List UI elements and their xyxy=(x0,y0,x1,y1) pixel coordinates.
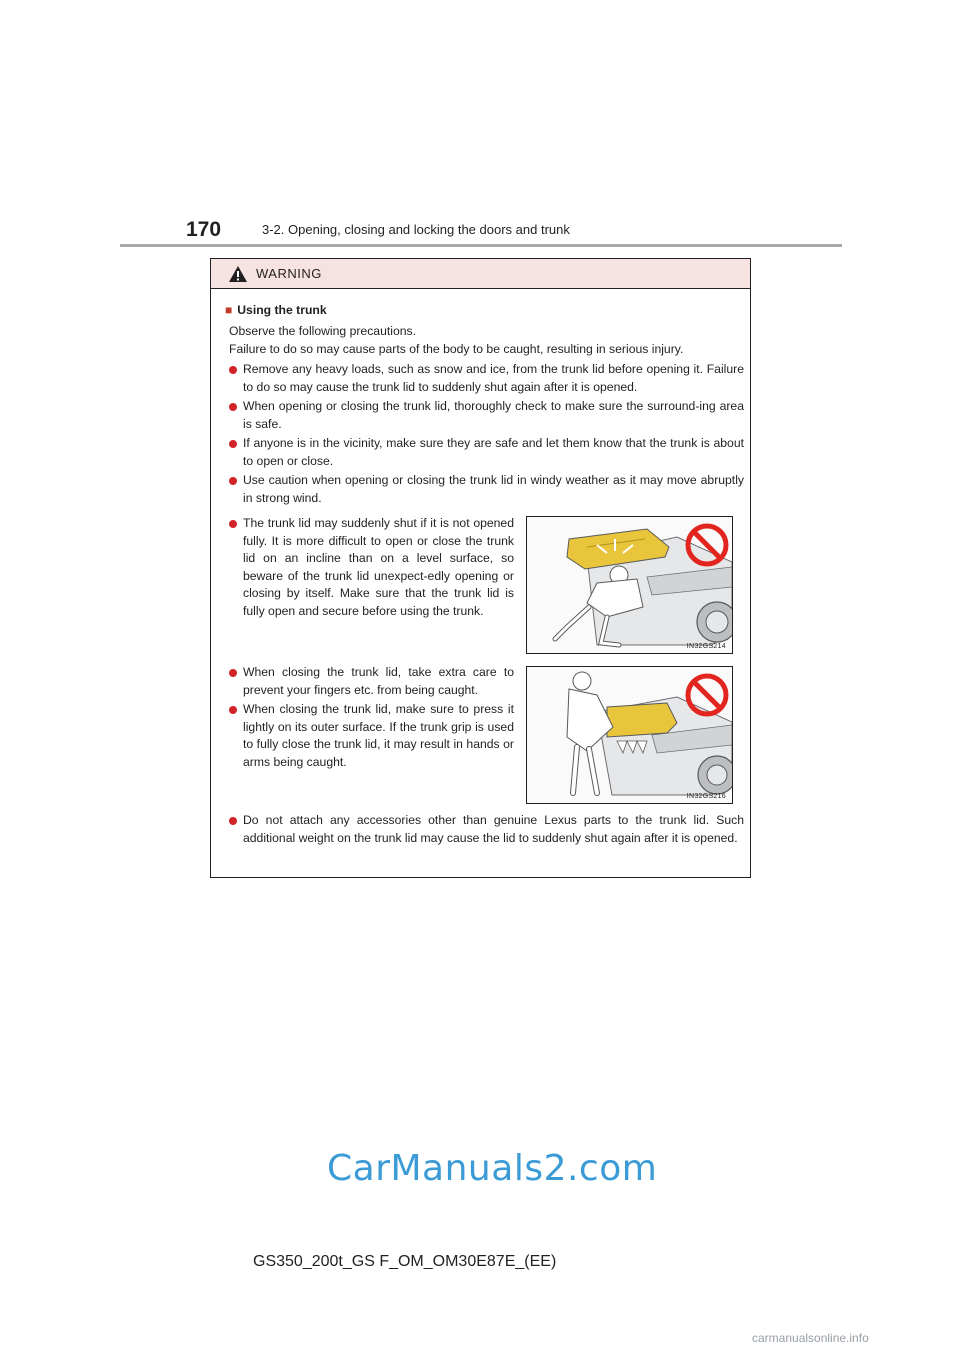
bullet-item xyxy=(229,515,514,620)
warning-topic xyxy=(225,302,327,320)
intro-line: Failure to do so may cause parts of the body to be caught, resulting in serious injury. xyxy=(229,341,684,356)
figure-trunk-closing xyxy=(526,666,733,804)
red-bullet-icon xyxy=(229,520,237,528)
trunk-closing-illustration xyxy=(527,667,733,804)
figure-trunk-lid-shut xyxy=(526,516,733,654)
watermark-logo: CarManuals2.com xyxy=(327,1148,658,1189)
red-bullet-icon xyxy=(229,669,237,677)
warning-label: WARNING xyxy=(256,266,322,281)
figure-code: IN32GS216 xyxy=(686,793,726,800)
page-number: 170 xyxy=(186,218,222,241)
prohibit-icon xyxy=(688,676,726,714)
bullet-text: When closing the trunk lid, take extra care to prevent your fingers etc. from being caught. xyxy=(243,665,514,697)
warning-triangle-icon xyxy=(228,265,248,283)
red-bullet-icon xyxy=(229,440,237,448)
warning-topic-text: Using the trunk xyxy=(237,303,327,317)
header-rule xyxy=(120,244,842,247)
intro-line: Observe the following precautions. xyxy=(229,324,416,338)
bullet-text: Remove any heavy loads, such as snow and ice, from the trunk lid before opening it. Failure to do so may cause the trunk lid to suddenly shut again after it is opened. xyxy=(243,362,744,394)
warning-box xyxy=(210,258,751,878)
bullet-item xyxy=(229,664,514,699)
section-title: 3-2. Opening, closing and locking the doors and trunk xyxy=(262,222,570,237)
red-bullet-icon xyxy=(229,817,237,825)
bullet-item xyxy=(229,812,744,847)
warning-intro xyxy=(229,323,744,358)
trunk-lid-illustration xyxy=(527,517,733,654)
square-bullet-icon: ■ xyxy=(225,303,233,317)
red-bullet-icon xyxy=(229,403,237,411)
figure-code: IN32GS214 xyxy=(686,643,726,650)
bullet-text: When opening or closing the trunk lid, thoroughly check to make sure the surround-ing area is safe. xyxy=(243,399,744,431)
red-bullet-icon xyxy=(229,477,237,485)
warning-header xyxy=(211,259,750,289)
site-mark: carmanualsonline.info xyxy=(752,1331,869,1345)
red-bullet-icon xyxy=(229,706,237,714)
bullet-item xyxy=(229,398,744,433)
document-code: GS350_200t_GS F_OM_OM30E87E_(EE) xyxy=(253,1253,557,1270)
red-bullet-icon xyxy=(229,366,237,374)
bullet-text: Use caution when opening or closing the trunk lid in windy weather as it may move abruptly in strong wind. xyxy=(243,473,744,505)
bullet-text: The trunk lid may suddenly shut if it is not opened fully. It is more difficult to open or close the trunk lid on an incline than on a level surface, so beware of the trunk lid unexpect-edly opening or closing by itself. Make sure that the trunk lid is fully open and secure before using the trunk. xyxy=(243,516,514,618)
bullet-text: Do not attach any accessories other than genuine Lexus parts to the trunk lid. Such additional weight on the trunk lid may cause the lid to suddenly shut again after it is opened. xyxy=(243,813,744,845)
bullet-item xyxy=(229,361,744,396)
bullet-item xyxy=(229,435,744,470)
bullet-item xyxy=(229,701,514,771)
bullet-text: When closing the trunk lid, make sure to press it lightly on its outer surface. If the trunk grip is used to fully close the trunk lid, it may result in hands or arms being caught. xyxy=(243,702,514,769)
bullet-text: If anyone is in the vicinity, make sure they are safe and let them know that the trunk is about to open or close. xyxy=(243,436,744,468)
bullet-item xyxy=(229,472,744,507)
page-header xyxy=(120,214,842,248)
